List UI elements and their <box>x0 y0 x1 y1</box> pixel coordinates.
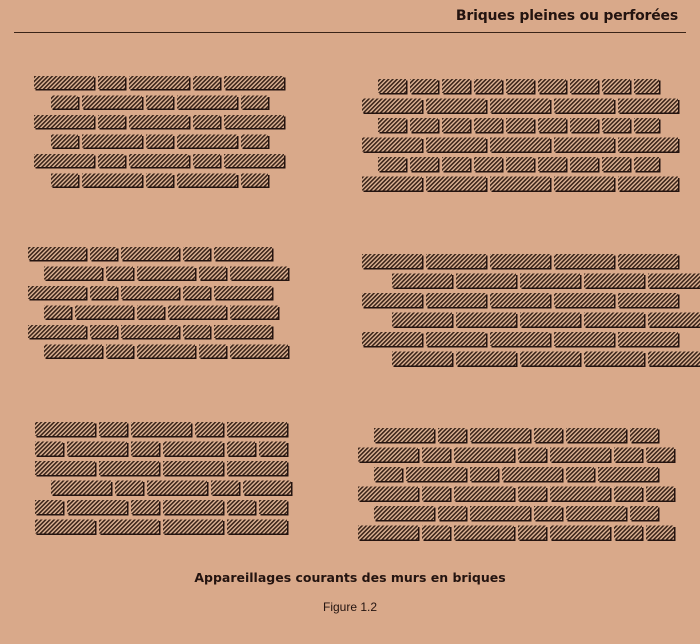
brick <box>518 487 546 501</box>
brick <box>550 448 610 462</box>
brick <box>199 345 226 358</box>
brick <box>618 99 678 113</box>
brick <box>99 461 159 475</box>
brick <box>230 345 288 358</box>
brick <box>470 467 498 481</box>
brick <box>129 76 189 89</box>
brick <box>163 500 223 514</box>
brick <box>406 467 466 481</box>
brick <box>35 520 95 534</box>
brick <box>422 487 450 501</box>
brick <box>193 154 220 167</box>
brick <box>44 267 102 280</box>
brick <box>163 442 223 456</box>
brick <box>630 506 658 520</box>
brick <box>227 442 255 456</box>
brick <box>362 99 422 113</box>
brick <box>378 157 406 171</box>
brick <box>426 99 486 113</box>
brick <box>614 487 642 501</box>
brick <box>490 177 550 191</box>
brick <box>538 157 566 171</box>
brick <box>28 286 86 299</box>
brick <box>550 487 610 501</box>
brick <box>438 506 466 520</box>
brick <box>129 154 189 167</box>
brick <box>490 138 550 152</box>
brick <box>618 177 678 191</box>
brick <box>534 506 562 520</box>
brick <box>224 76 284 89</box>
brick <box>230 306 278 319</box>
brick <box>646 526 674 540</box>
brick <box>618 254 678 268</box>
brick <box>90 247 117 260</box>
brick <box>426 254 486 268</box>
brick <box>570 118 598 132</box>
brick <box>241 135 268 148</box>
brick <box>566 506 626 520</box>
brick <box>490 293 550 307</box>
brick <box>646 487 674 501</box>
brick <box>214 286 272 299</box>
brick <box>183 286 210 299</box>
brick <box>490 254 550 268</box>
page-header-title: Briques pleines ou perforées <box>455 8 678 24</box>
brick <box>456 313 516 327</box>
brick <box>146 96 173 109</box>
brick <box>227 461 287 475</box>
brick <box>35 461 95 475</box>
brick <box>98 115 125 128</box>
brick <box>598 467 658 481</box>
brick <box>34 76 94 89</box>
brick <box>214 325 272 338</box>
brick <box>106 345 133 358</box>
brick <box>193 76 220 89</box>
brick <box>470 428 530 442</box>
brick <box>554 332 614 346</box>
brick <box>520 274 580 288</box>
brick <box>422 526 450 540</box>
bond-bottom-right <box>358 428 676 541</box>
brick <box>34 115 94 128</box>
brick <box>534 428 562 442</box>
brick <box>454 487 514 501</box>
brick <box>227 422 287 436</box>
brick <box>426 177 486 191</box>
brick <box>614 448 642 462</box>
brick <box>426 293 486 307</box>
brick <box>566 428 626 442</box>
brick <box>520 352 580 366</box>
brick <box>146 135 173 148</box>
brick <box>259 442 287 456</box>
brick <box>358 448 418 462</box>
brick <box>602 118 630 132</box>
brick <box>129 115 189 128</box>
bond-top-right <box>362 79 680 192</box>
brick <box>121 247 179 260</box>
brick <box>99 520 159 534</box>
brick <box>362 293 422 307</box>
brick <box>520 313 580 327</box>
brick <box>614 526 642 540</box>
brick <box>566 467 594 481</box>
brick <box>474 118 502 132</box>
brick <box>51 135 78 148</box>
bond-middle-right <box>362 254 700 367</box>
brick <box>168 306 226 319</box>
brick <box>584 274 644 288</box>
brick <box>75 306 133 319</box>
brick <box>426 332 486 346</box>
brick <box>195 422 223 436</box>
brick <box>554 99 614 113</box>
brick <box>177 135 237 148</box>
brick <box>137 267 195 280</box>
brick <box>538 118 566 132</box>
brick <box>115 481 143 495</box>
brick <box>28 325 86 338</box>
brick <box>82 135 142 148</box>
brick <box>177 174 237 187</box>
brick <box>211 481 239 495</box>
brick <box>82 174 142 187</box>
brick <box>634 157 659 171</box>
brick <box>227 500 255 514</box>
brick <box>163 520 223 534</box>
brick <box>422 448 450 462</box>
brick <box>98 76 125 89</box>
brick <box>230 267 288 280</box>
brick <box>121 286 179 299</box>
brick <box>490 99 550 113</box>
brick <box>518 526 546 540</box>
brick <box>648 313 700 327</box>
brick <box>131 500 159 514</box>
brick <box>506 118 534 132</box>
brick <box>618 332 678 346</box>
brick <box>442 118 470 132</box>
brick <box>584 313 644 327</box>
brick <box>646 448 674 462</box>
brick <box>67 442 127 456</box>
brick <box>378 79 406 93</box>
brick <box>28 247 86 260</box>
brick <box>106 267 133 280</box>
brick <box>99 422 127 436</box>
brick <box>584 352 644 366</box>
brick <box>259 500 287 514</box>
brick <box>35 442 63 456</box>
brick <box>618 293 678 307</box>
brick <box>51 481 111 495</box>
brick <box>538 79 566 93</box>
brick <box>442 157 470 171</box>
brick <box>51 174 78 187</box>
brick <box>570 157 598 171</box>
brick <box>554 293 614 307</box>
brick <box>163 461 223 475</box>
brick <box>634 118 659 132</box>
brick <box>67 500 127 514</box>
brick <box>554 138 614 152</box>
brick <box>392 352 452 366</box>
brick <box>506 157 534 171</box>
brick <box>362 332 422 346</box>
brick <box>550 526 610 540</box>
brick <box>392 274 452 288</box>
brick <box>193 115 220 128</box>
brick <box>131 442 159 456</box>
brick <box>454 448 514 462</box>
brick <box>554 177 614 191</box>
brick <box>456 352 516 366</box>
brick <box>648 274 700 288</box>
brick <box>146 174 173 187</box>
brick <box>90 286 117 299</box>
brick <box>362 177 422 191</box>
brick <box>34 154 94 167</box>
brick <box>214 247 272 260</box>
brick <box>137 306 164 319</box>
bond-bottom-left <box>35 422 293 535</box>
brick <box>374 506 434 520</box>
brick <box>410 79 438 93</box>
brick <box>362 138 422 152</box>
brick <box>392 313 452 327</box>
bond-top-left <box>34 76 286 188</box>
brick <box>362 254 422 268</box>
brick <box>410 157 438 171</box>
brick <box>224 115 284 128</box>
brick <box>147 481 207 495</box>
brick <box>358 487 418 501</box>
brick <box>470 506 530 520</box>
brick <box>438 428 466 442</box>
brick <box>227 520 287 534</box>
brick <box>374 467 402 481</box>
brick <box>35 422 95 436</box>
brick <box>90 325 117 338</box>
brick <box>410 118 438 132</box>
brick <box>183 247 210 260</box>
brick <box>426 138 486 152</box>
brick <box>456 274 516 288</box>
brick <box>243 481 291 495</box>
brick <box>35 500 63 514</box>
brick <box>474 157 502 171</box>
brick <box>98 154 125 167</box>
brick <box>183 325 210 338</box>
brick <box>44 345 102 358</box>
brick <box>602 157 630 171</box>
brick <box>490 332 550 346</box>
brick <box>454 526 514 540</box>
brick <box>121 325 179 338</box>
figure-number: Figure 1.2 <box>322 600 378 614</box>
brick <box>518 448 546 462</box>
brick <box>374 428 434 442</box>
brick <box>506 79 534 93</box>
brick <box>241 174 268 187</box>
brick <box>137 345 195 358</box>
brick <box>82 96 142 109</box>
brick <box>224 154 284 167</box>
brick <box>442 79 470 93</box>
brick <box>648 352 700 366</box>
brick <box>618 138 678 152</box>
brick <box>602 79 630 93</box>
bond-middle-left <box>28 247 290 359</box>
figure-caption: Appareillages courants des murs en briques <box>194 570 506 585</box>
brick <box>554 254 614 268</box>
brick <box>44 306 71 319</box>
brick <box>131 422 191 436</box>
brick <box>199 267 226 280</box>
brick <box>241 96 268 109</box>
brick <box>630 428 658 442</box>
brick <box>51 96 78 109</box>
brick <box>634 79 659 93</box>
brick <box>378 118 406 132</box>
brick <box>358 526 418 540</box>
brick <box>177 96 237 109</box>
brick <box>474 79 502 93</box>
brick <box>570 79 598 93</box>
brick <box>502 467 562 481</box>
